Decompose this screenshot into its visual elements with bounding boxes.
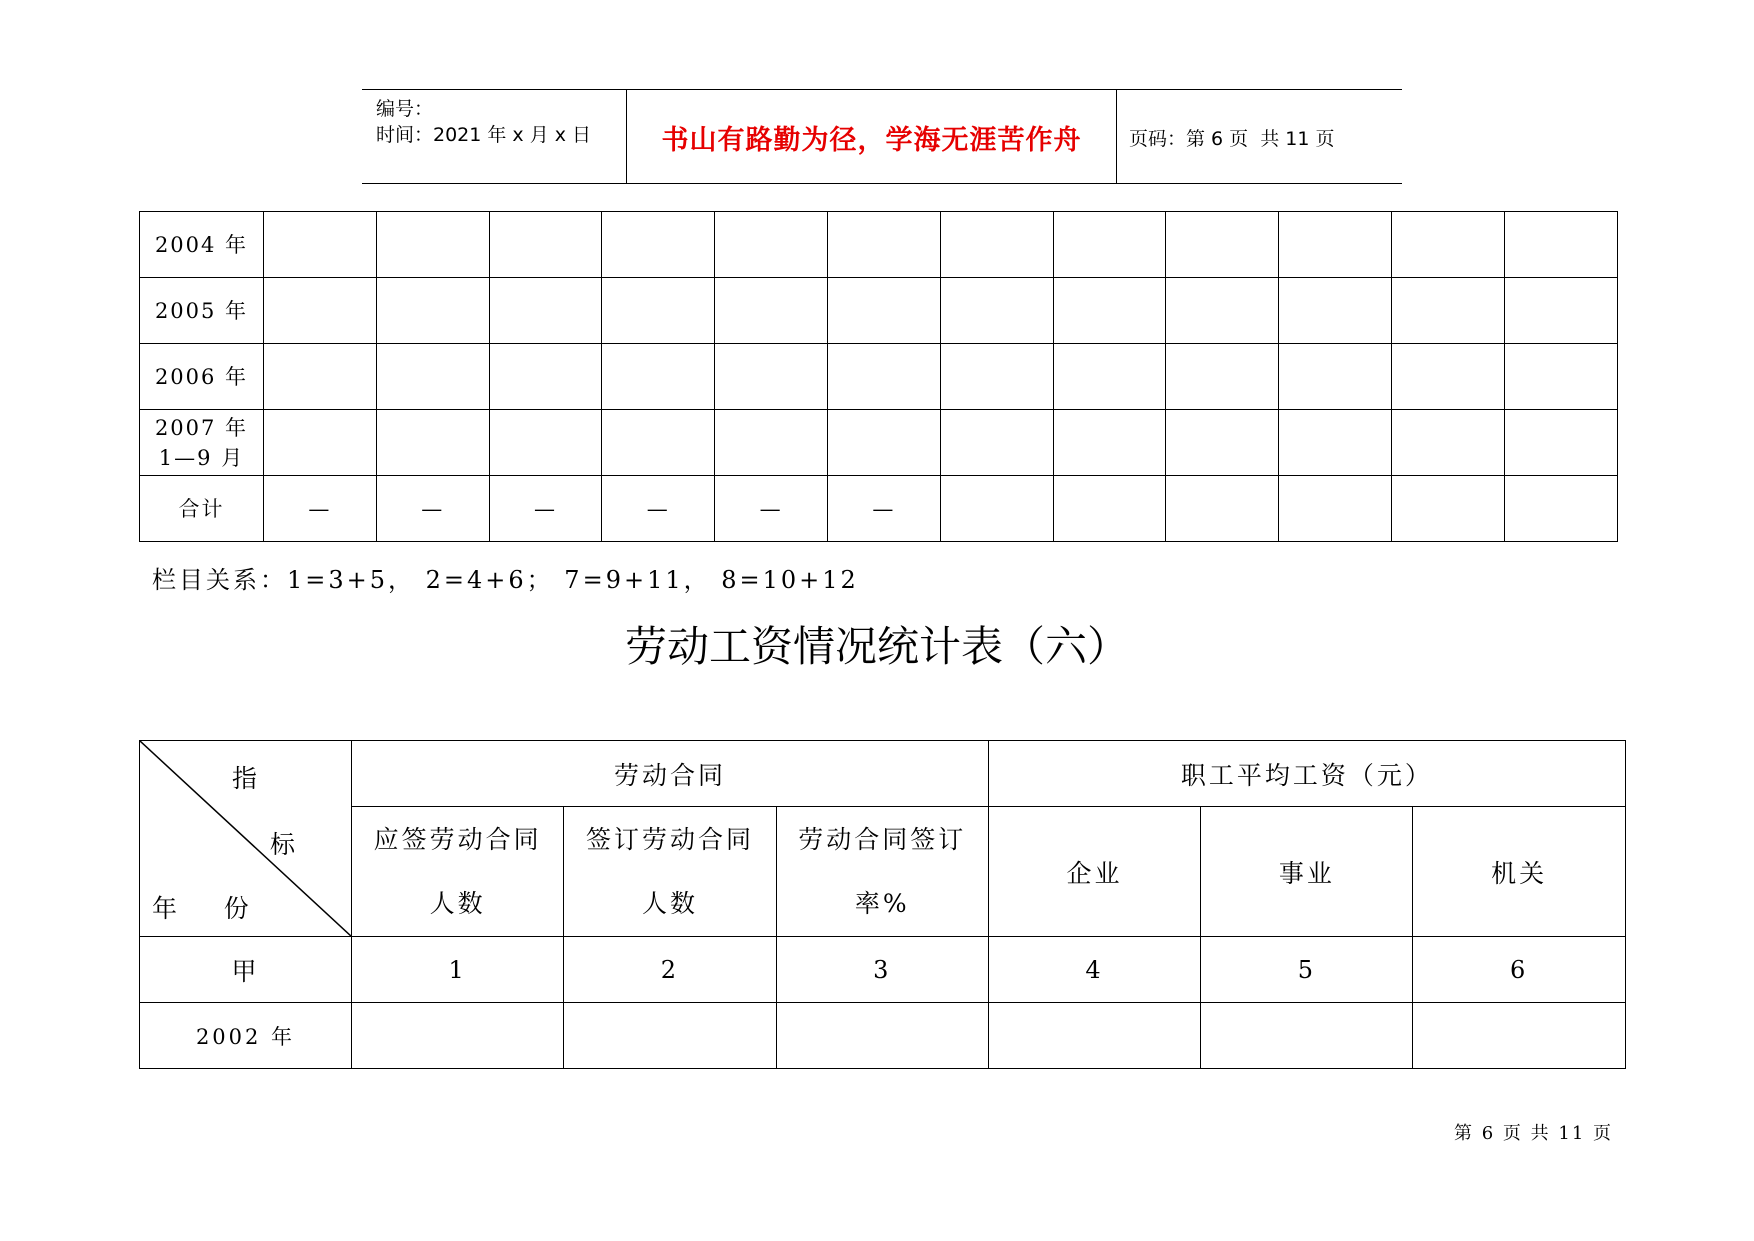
row-year-line: 2007 年: [154, 415, 249, 440]
table-cell[interactable]: [715, 344, 828, 410]
table-cell[interactable]: [602, 278, 715, 344]
table-cell[interactable]: [940, 410, 1053, 476]
table-row: [140, 344, 1618, 410]
table-cell[interactable]: [1166, 344, 1279, 410]
table-cell[interactable]: [264, 410, 377, 476]
table-cell[interactable]: [1166, 410, 1279, 476]
table-cell[interactable]: [1279, 212, 1392, 278]
table-title: 劳动工资情况统计表（六）: [624, 622, 1129, 671]
table-cell[interactable]: [1166, 212, 1279, 278]
table-cell[interactable]: [489, 278, 602, 344]
corner-indicator-part1: 指: [232, 764, 261, 793]
table-cell[interactable]: [776, 1003, 988, 1069]
column-number: 2: [564, 937, 776, 1003]
row-year: 合计: [140, 476, 264, 542]
subheader-line: 人数: [429, 888, 486, 918]
table-cell[interactable]: [602, 344, 715, 410]
table-cell[interactable]: —: [827, 476, 940, 542]
table-cell[interactable]: [376, 278, 489, 344]
table-cell[interactable]: [264, 278, 377, 344]
table-cell[interactable]: [1053, 278, 1166, 344]
table-cell[interactable]: [1201, 1003, 1413, 1069]
labor-wage-table: [139, 740, 1626, 1069]
table-continued: [139, 211, 1618, 542]
subheader-line: 应签劳动合同: [373, 824, 542, 854]
corner-indicator-part2: 标: [270, 830, 299, 859]
table-cell[interactable]: [1391, 410, 1504, 476]
table-cell[interactable]: [1053, 410, 1166, 476]
table-cell[interactable]: [489, 410, 602, 476]
table-cell[interactable]: [827, 212, 940, 278]
header-motto: 书山有路勤为径，学海无涯苦作舟: [661, 125, 1082, 156]
table-cell[interactable]: [1053, 344, 1166, 410]
subheader-institution: 事业: [1201, 807, 1413, 937]
subheader-line: 率%: [854, 888, 910, 918]
row-year: 2006 年: [140, 344, 264, 410]
table-cell[interactable]: [715, 212, 828, 278]
table-row: [140, 476, 1618, 542]
table-cell[interactable]: [940, 212, 1053, 278]
subheader-signing-rate: [776, 807, 988, 937]
table-cell[interactable]: [602, 410, 715, 476]
table-cell[interactable]: [1279, 344, 1392, 410]
table-cell[interactable]: [264, 344, 377, 410]
column-relation-note: 栏目关系：1=3+5， 2=4+6； 7=9+11， 8=10+12: [152, 566, 859, 594]
subheader-line: 签订劳动合同: [585, 824, 754, 854]
group-header-contract: 劳动合同: [352, 741, 989, 807]
table-cell[interactable]: [489, 344, 602, 410]
table-cell[interactable]: [1504, 476, 1617, 542]
header-page-info: 页码：第 6 页 共 11 页: [1129, 128, 1335, 150]
table-row: [140, 410, 1618, 476]
table-row: [140, 212, 1618, 278]
row-year: 2005 年: [140, 278, 264, 344]
table-cell[interactable]: [1166, 278, 1279, 344]
table-cell[interactable]: [1279, 278, 1392, 344]
document-date: 时间：2021 年 x 月 x 日: [376, 124, 592, 146]
table-cell[interactable]: —: [715, 476, 828, 542]
subheader-line: 劳动合同签订: [798, 824, 967, 854]
table-cell[interactable]: [1504, 278, 1617, 344]
document-number-label: 编号：: [376, 98, 434, 120]
table-cell[interactable]: [1053, 476, 1166, 542]
table-cell[interactable]: [1391, 476, 1504, 542]
table-cell[interactable]: [1279, 410, 1392, 476]
column-number: 4: [988, 937, 1200, 1003]
table-cell[interactable]: —: [489, 476, 602, 542]
table-cell[interactable]: [602, 212, 715, 278]
column-number: 5: [1201, 937, 1413, 1003]
table-row: [140, 278, 1618, 344]
page-footer: 第 6 页 共 11 页: [1454, 1123, 1613, 1144]
table-cell[interactable]: [376, 410, 489, 476]
table-cell[interactable]: [264, 212, 377, 278]
table-cell[interactable]: [564, 1003, 776, 1069]
header-row-groups: [140, 741, 1626, 807]
table-cell[interactable]: [988, 1003, 1200, 1069]
table-cell[interactable]: [1279, 476, 1392, 542]
table-cell[interactable]: [1504, 344, 1617, 410]
index-row: [140, 937, 1626, 1003]
corner-year-label: 年 份: [152, 894, 252, 923]
row-year: 2004 年: [140, 212, 264, 278]
table-cell[interactable]: —: [376, 476, 489, 542]
table-cell[interactable]: [352, 1003, 564, 1069]
corner-header-cell: [140, 741, 352, 937]
subheader-required-contracts: [352, 807, 564, 937]
table-cell[interactable]: [489, 212, 602, 278]
table-cell[interactable]: [1413, 1003, 1625, 1069]
table-cell[interactable]: [1504, 212, 1617, 278]
table-cell[interactable]: —: [602, 476, 715, 542]
header-meta: [362, 90, 627, 183]
table-cell[interactable]: [1391, 212, 1504, 278]
subheader-signed-contracts: [564, 807, 776, 937]
row-year: 2002 年: [140, 1003, 352, 1069]
table-cell[interactable]: [715, 278, 828, 344]
table-cell[interactable]: [827, 344, 940, 410]
document-header: [362, 89, 1402, 184]
table-cell[interactable]: [1166, 476, 1279, 542]
index-row-label: 甲: [140, 937, 352, 1003]
table-cell[interactable]: [827, 278, 940, 344]
table-cell[interactable]: [1053, 212, 1166, 278]
row-year-line: 1—9 月: [158, 445, 245, 470]
table-cell[interactable]: [376, 344, 489, 410]
row-year: [140, 410, 264, 476]
table-cell[interactable]: [940, 278, 1053, 344]
table-cell[interactable]: [1391, 278, 1504, 344]
column-number: 3: [776, 937, 988, 1003]
table-cell[interactable]: [376, 212, 489, 278]
table-cell[interactable]: [827, 410, 940, 476]
table-cell[interactable]: [940, 476, 1053, 542]
header-motto-cell: [627, 90, 1117, 183]
column-number: 6: [1413, 937, 1625, 1003]
subheader-government: 机关: [1413, 807, 1625, 937]
table-cell[interactable]: [715, 410, 828, 476]
group-header-wage: 职工平均工资（元）: [988, 741, 1625, 807]
column-number: 1: [352, 937, 564, 1003]
table-row: [140, 1003, 1626, 1069]
subheader-line: 人数: [641, 888, 698, 918]
subheader-enterprise: 企业: [988, 807, 1200, 937]
header-row-subcolumns: [140, 807, 1626, 937]
table-cell[interactable]: [940, 344, 1053, 410]
header-page-cell: [1117, 90, 1402, 183]
table-cell[interactable]: —: [264, 476, 377, 542]
table-cell[interactable]: [1391, 344, 1504, 410]
table-cell[interactable]: [1504, 410, 1617, 476]
